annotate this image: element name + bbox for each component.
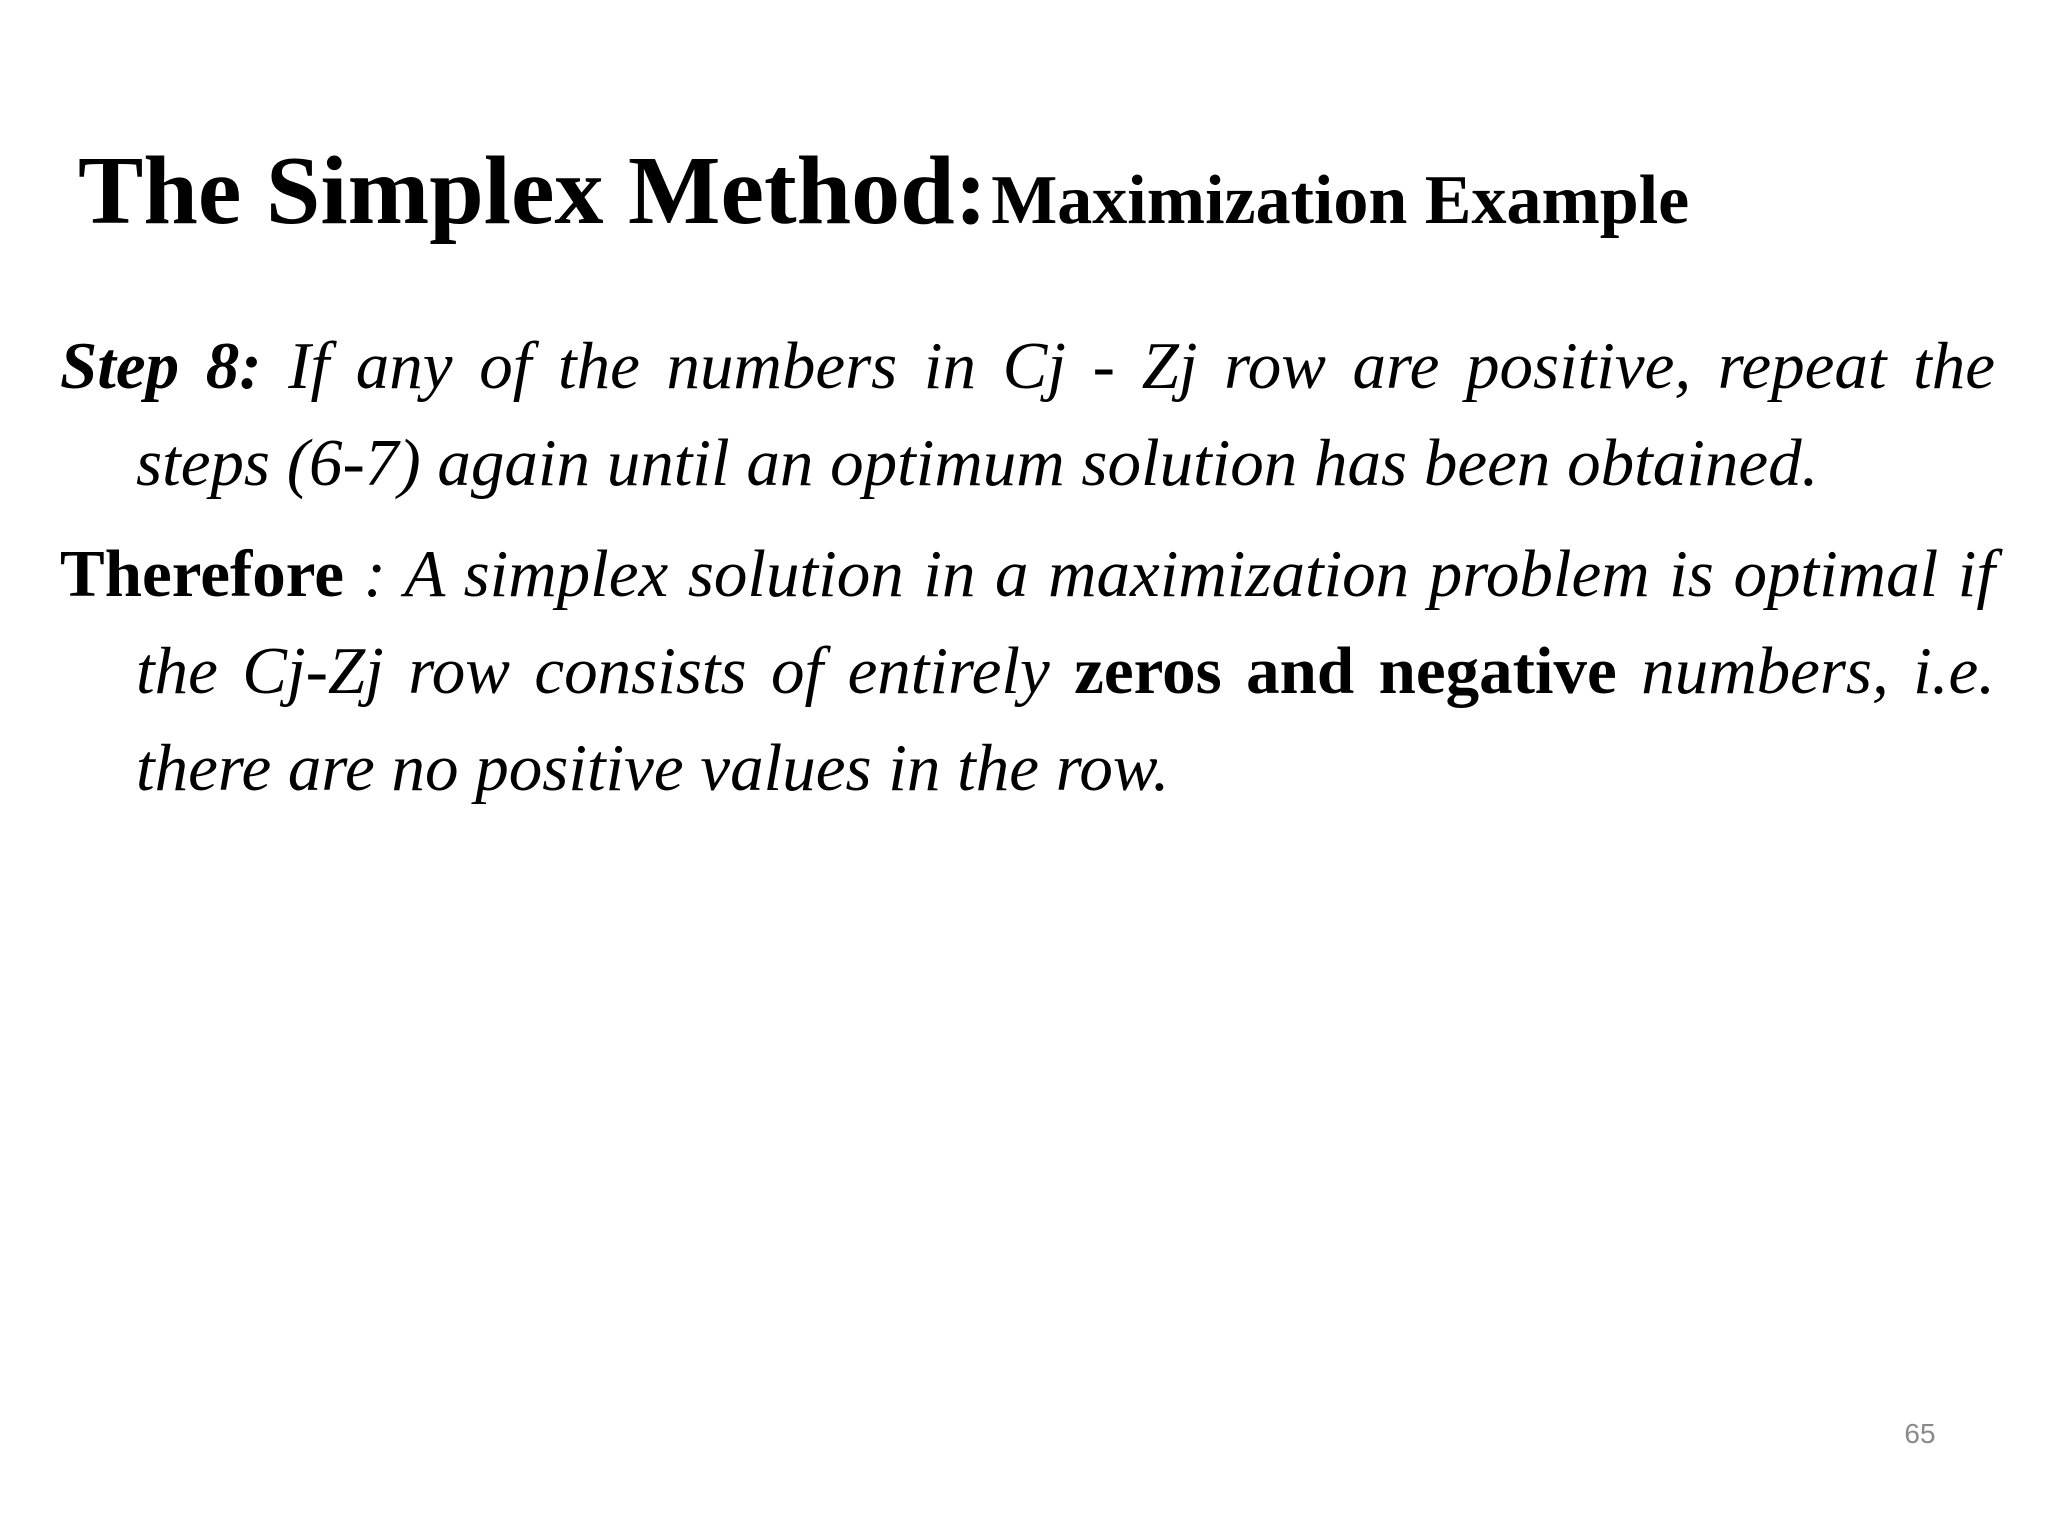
step-8-paragraph bbox=[60, 318, 1995, 512]
slide-title-main: The Simplex Method: bbox=[78, 137, 988, 245]
therefore-paragraph bbox=[60, 526, 1995, 817]
therefore-emphasis: zeros and negative bbox=[1074, 634, 1617, 708]
therefore-text-after: numbers, i.e. there are no positive values in the row. bbox=[136, 634, 1995, 805]
step-8-label: Step 8: bbox=[60, 329, 262, 403]
therefore-label: Therefore bbox=[60, 537, 345, 611]
slide-body bbox=[60, 318, 1995, 817]
slide-title bbox=[78, 137, 1978, 245]
step-8-text: If any of the numbers in Cj - Zj row are positive, repeat the steps (6-7) again until an optimum solution has been obtained. bbox=[136, 329, 1995, 500]
therefore-text-before: A simplex solution in a maximization problem is optimal if the Cj-Zj row consists of entirely bbox=[136, 537, 1995, 708]
slide-title-sub: Maximization Example bbox=[991, 162, 1690, 239]
therefore-separator: : bbox=[344, 537, 405, 611]
page-number: 65 bbox=[1904, 1418, 1936, 1449]
